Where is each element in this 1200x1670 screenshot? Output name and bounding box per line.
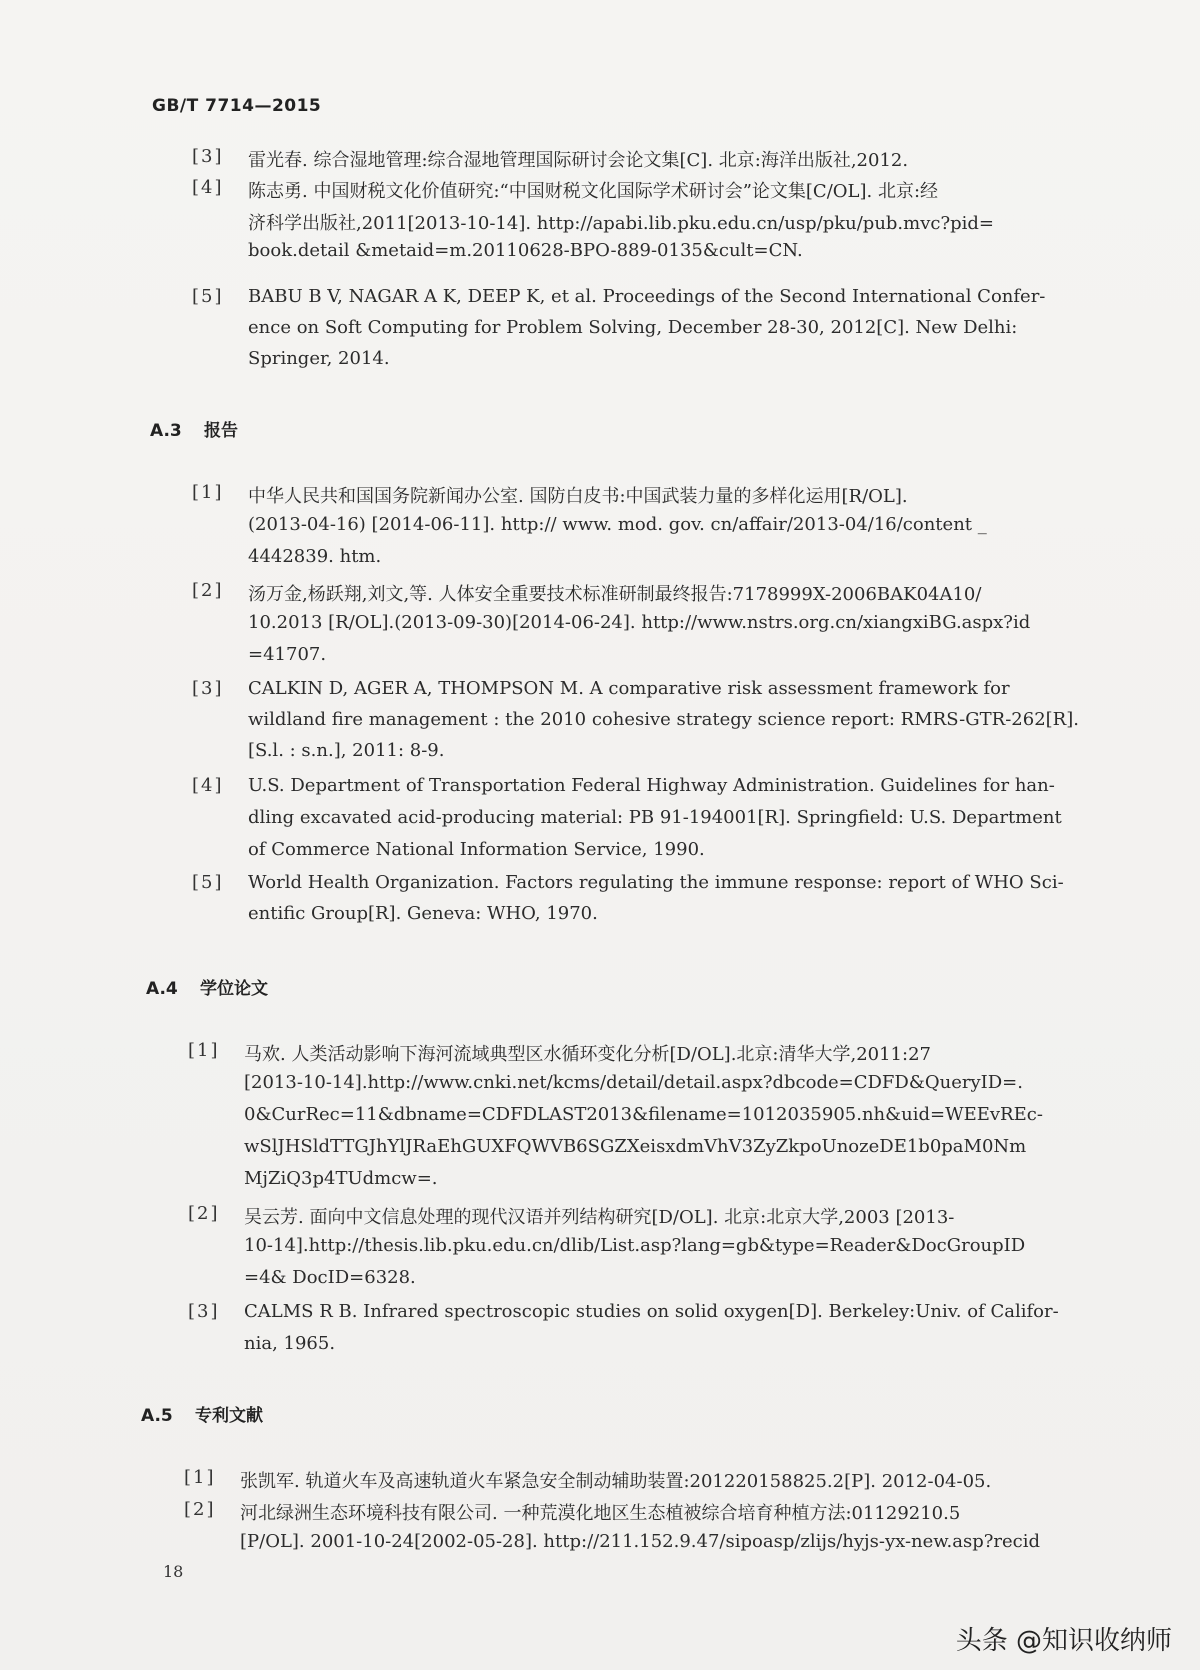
reference-line: 张凯军. 轨道火车及高速轨道火车紧急安全制动辅助装置:201220158825.2[P]. 2012-04-05.	[240, 1471, 992, 1492]
reference-line: [2013-10-14].http://www.cnki.net/kcms/detail/detail.aspx?dbcode=CDFD&QueryID=.	[244, 1072, 1023, 1093]
page-number: 18	[163, 1562, 184, 1581]
section-heading-a5	[141, 1401, 263, 1426]
section-number: A.5	[141, 1406, 173, 1426]
reference-line: of Commerce National Information Service, 1990.	[248, 839, 705, 860]
reference-index: [5]	[192, 872, 224, 893]
reference-line: nia, 1965.	[244, 1333, 336, 1354]
reference-line: 中华人民共和国国务院新闻办公室. 国防白皮书:中国武装力量的多样化运用[R/OL].	[248, 486, 908, 507]
reference-index: [4]	[192, 775, 224, 796]
reference-index: [1]	[184, 1467, 216, 1488]
section-number: A.3	[150, 421, 182, 441]
reference-line: CALKIN D, AGER A, THOMPSON M. A comparative risk assessment framework for	[248, 678, 1010, 699]
section-title: 专利文献	[195, 1406, 263, 1426]
reference-line: 河北绿洲生态环境科技有限公司. 一种荒漠化地区生态植被综合培育种植方法:01129210.5	[240, 1503, 961, 1524]
reference-line: World Health Organization. Factors regulating the immune response: report of WHO Sci-	[248, 872, 1064, 893]
section-title: 报告	[204, 421, 238, 441]
reference-line: 汤万金,杨跃翔,刘文,等. 人体安全重要技术标准研制最终报告:7178999X-2006BAK04A10/	[248, 584, 982, 605]
reference-index: [2]	[184, 1499, 216, 1520]
reference-line: 吴云芳. 面向中文信息处理的现代汉语并列结构研究[D/OL]. 北京:北京大学,2003 [2013-	[244, 1207, 955, 1228]
section-number: A.4	[146, 979, 178, 999]
reference-line: wSlJHSldTTGJhYlJRaEhGUXFQWVB6SGZXeisxdmVhV3ZyZkpoUnozeDE1b0paM0Nm	[244, 1136, 1027, 1157]
watermark: 头条 @知识收纳师	[955, 1626, 1172, 1656]
reference-line: book.detail &metaid=m.20110628-BPO-889-0135&cult=CN.	[248, 240, 803, 261]
reference-line: wildland fire management : the 2010 cohesive strategy science report: RMRS-GTR-262[R].	[248, 709, 1079, 730]
reference-line: MjZiQ3p4TUdmcw=.	[244, 1168, 438, 1189]
reference-index: [5]	[192, 286, 224, 307]
reference-index: [3]	[192, 678, 224, 699]
reference-line: 10.2013 [R/OL].(2013-09-30)[2014-06-24]. http://www.nstrs.org.cn/xiangxiBG.aspx?id	[248, 612, 1031, 633]
standard-header: GB/T 7714—2015	[152, 96, 322, 116]
reference-line: dling excavated acid-producing material: PB 91-194001[R]. Springfield: U.S. Department	[248, 807, 1062, 828]
reference-line: 10-14].http://thesis.lib.pku.edu.cn/dlib/List.asp?lang=gb&type=Reader&DocGroupID	[244, 1235, 1026, 1256]
reference-line: U.S. Department of Transportation Federal Highway Administration. Guidelines for han-	[248, 775, 1055, 796]
reference-line: 0&CurRec=11&dbname=CDFDLAST2013&filename=1012035905.nh&uid=WEEvREc-	[244, 1104, 1043, 1125]
reference-line: =41707.	[248, 644, 327, 665]
reference-line: entific Group[R]. Geneva: WHO, 1970.	[248, 903, 598, 924]
reference-line: CALMS R B. Infrared spectroscopic studies on solid oxygen[D]. Berkeley:Univ. of Califor-	[244, 1301, 1059, 1322]
reference-line: =4& DocID=6328.	[244, 1267, 416, 1288]
reference-line: 马欢. 人类活动影响下海河流域典型区水循环变化分析[D/OL].北京:清华大学,2011:27	[244, 1044, 931, 1065]
reference-line: 济科学出版社,2011[2013-10-14]. http://apabi.lib.pku.edu.cn/usp/pku/pub.mvc?pid=	[248, 213, 995, 234]
section-heading-a4	[146, 974, 268, 999]
reference-line: BABU B V, NAGAR A K, DEEP K, et al. Proceedings of the Second International Confer-	[248, 286, 1046, 307]
reference-index: [2]	[192, 580, 224, 601]
reference-line: ence on Soft Computing for Problem Solving, December 28-30, 2012[C]. New Delhi:	[248, 317, 1018, 338]
reference-line: [P/OL]. 2001-10-24[2002-05-28]. http://211.152.9.47/sipoasp/zlijs/hyjs-yx-new.asp?recid	[240, 1531, 1041, 1552]
section-title: 学位论文	[200, 979, 268, 999]
reference-line: [S.l. : s.n.], 2011: 8-9.	[248, 740, 445, 761]
section-heading-a3	[150, 416, 238, 441]
reference-index: [4]	[192, 177, 224, 198]
reference-line: Springer, 2014.	[248, 348, 390, 369]
reference-line: 4442839. htm.	[248, 546, 382, 567]
reference-index: [1]	[188, 1040, 220, 1061]
reference-index: [3]	[192, 146, 224, 167]
reference-index: [1]	[192, 482, 224, 503]
reference-index: [3]	[188, 1301, 220, 1322]
reference-index: [2]	[188, 1203, 220, 1224]
reference-line: (2013-04-16) [2014-06-11]. http:// www. mod. gov. cn/affair/2013-04/16/content _	[248, 514, 987, 535]
reference-line: 陈志勇. 中国财税文化价值研究:“中国财税文化国际学术研讨会”论文集[C/OL]. 北京:经	[248, 181, 939, 202]
reference-line: 雷光春. 综合湿地管理:综合湿地管理国际研讨会论文集[C]. 北京:海洋出版社,2012.	[248, 150, 909, 171]
